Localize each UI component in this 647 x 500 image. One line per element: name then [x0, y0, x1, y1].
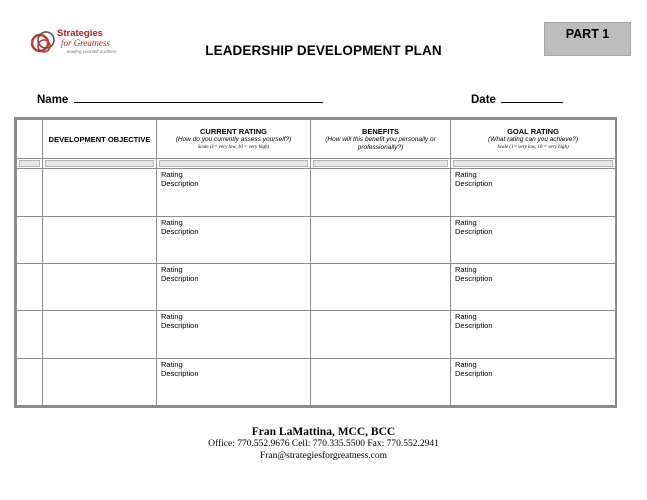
- header-goal-scale: Scale (1= very low, 10 = very high): [497, 145, 569, 151]
- description-label: Description: [161, 226, 199, 236]
- name-label: Name: [37, 94, 69, 106]
- header-spacer-cell: [17, 120, 43, 159]
- description-label: Description: [161, 179, 199, 189]
- separator-cell: [157, 159, 311, 169]
- header-separator-row: [17, 159, 616, 169]
- header-current-title: CURRENT RATING: [200, 127, 267, 137]
- name-field[interactable]: [37, 92, 323, 106]
- goal-rating-cell[interactable]: [451, 311, 616, 358]
- development-plan-table: [14, 117, 617, 408]
- description-label: Description: [455, 368, 493, 378]
- benefits-cell[interactable]: [311, 169, 451, 216]
- row-number-cell[interactable]: [17, 358, 43, 405]
- rating-label: Rating: [161, 264, 183, 274]
- header-current-rating: [157, 120, 311, 159]
- row-number-cell[interactable]: [17, 169, 43, 216]
- header-current-sub: (How do you currently assess yourself?): [175, 136, 292, 144]
- row-number-cell[interactable]: [17, 263, 43, 310]
- description-label: Description: [161, 368, 199, 378]
- rating-label: Rating: [161, 170, 183, 180]
- rating-label: Rating: [161, 217, 183, 227]
- header-objective-label: DEVELOPMENT OBJECTIVE: [48, 134, 151, 144]
- separator-cell: [311, 159, 451, 169]
- date-field[interactable]: [471, 92, 563, 106]
- logo-line1: Strategies: [57, 28, 103, 39]
- date-blank-line[interactable]: [501, 92, 563, 103]
- header-current-scale: Scale (1= very low, 10 = very high): [197, 145, 270, 151]
- benefits-cell[interactable]: [311, 216, 451, 263]
- separator-bar: [159, 160, 308, 167]
- rating-label: Rating: [161, 359, 183, 369]
- separator-bar: [19, 160, 40, 167]
- description-label: Description: [161, 321, 199, 331]
- name-blank-line[interactable]: [74, 92, 323, 103]
- separator-cell: [451, 159, 616, 169]
- goal-rating-cell[interactable]: [451, 169, 616, 216]
- objective-cell[interactable]: [43, 311, 157, 358]
- benefits-cell[interactable]: [311, 358, 451, 405]
- table-row: [17, 311, 616, 358]
- separator-bar: [313, 160, 448, 167]
- footer-contact: [0, 425, 647, 462]
- separator-bar: [45, 160, 154, 167]
- benefits-cell[interactable]: [311, 263, 451, 310]
- table-row: [17, 358, 616, 405]
- rating-label: Rating: [161, 312, 183, 322]
- description-label: Description: [455, 321, 493, 331]
- description-label: Description: [455, 179, 493, 189]
- objective-cell[interactable]: [43, 358, 157, 405]
- current-rating-cell[interactable]: [157, 216, 311, 263]
- date-label: Date: [471, 94, 496, 106]
- current-rating-cell[interactable]: [157, 358, 311, 405]
- header-benefits: [311, 120, 451, 159]
- row-number-cell[interactable]: [17, 216, 43, 263]
- header-goal-rating: [451, 120, 616, 159]
- description-label: Description: [455, 273, 493, 283]
- objective-cell[interactable]: [43, 169, 157, 216]
- objective-cell[interactable]: [43, 263, 157, 310]
- footer-email: Fran@strategiesforgreatness.com: [259, 450, 388, 461]
- header-benefits-title: BENEFITS: [361, 126, 400, 136]
- header-goal-sub: (What rating can you achieve?): [488, 136, 578, 144]
- description-label: Description: [455, 226, 493, 236]
- separator-bar: [453, 160, 613, 167]
- table-header-row: [17, 120, 616, 159]
- footer-name: Fran LaMattina, MCC, BCC: [251, 426, 396, 438]
- benefits-cell[interactable]: [311, 311, 451, 358]
- header-objective: [43, 120, 157, 159]
- current-rating-cell[interactable]: [157, 311, 311, 358]
- separator-cell: [17, 159, 43, 169]
- table-row: [17, 169, 616, 216]
- row-number-cell[interactable]: [17, 311, 43, 358]
- description-label: Description: [161, 273, 199, 283]
- rating-label: Rating: [455, 264, 477, 274]
- footer-phone-numbers: Office: 770.552.9676 Cell: 770.335.5500 Fax: 770.552.2941: [208, 439, 439, 449]
- table-row: [17, 263, 616, 310]
- rating-label: Rating: [455, 312, 477, 322]
- separator-cell: [43, 159, 157, 169]
- page-title: LEADERSHIP DEVELOPMENT PLAN: [205, 43, 442, 58]
- header-goal-title: GOAL RATING: [507, 127, 559, 137]
- rating-label: Rating: [455, 359, 477, 369]
- goal-rating-cell[interactable]: [451, 216, 616, 263]
- logo-tagline: leading yourself & others: [67, 49, 117, 54]
- goal-rating-cell[interactable]: [451, 263, 616, 310]
- current-rating-cell[interactable]: [157, 263, 311, 310]
- current-rating-cell[interactable]: [157, 169, 311, 216]
- goal-rating-cell[interactable]: [451, 358, 616, 405]
- header-benefits-sub: (How will this benefit you personally or professionally?): [325, 135, 436, 151]
- table-row: [17, 216, 616, 263]
- rating-label: Rating: [455, 170, 477, 180]
- objective-cell[interactable]: [43, 216, 157, 263]
- rating-label: Rating: [455, 217, 477, 227]
- part-label: PART 1: [544, 22, 631, 56]
- logo-line2: for Greatness: [61, 38, 110, 48]
